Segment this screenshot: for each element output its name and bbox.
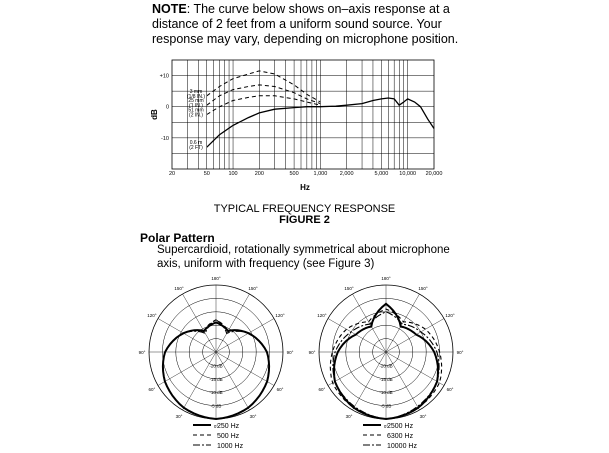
series-label: 3 mm (189, 88, 203, 95)
legend-label: 1000 Hz (217, 443, 244, 450)
angle-label: 30° (249, 414, 257, 420)
legend-label: 10000 Hz (387, 443, 417, 450)
y-tick-label: -10 (161, 135, 169, 142)
x-tick-label: 1,000 (313, 171, 328, 177)
angle-label: 60° (318, 387, 326, 392)
figure-number: FIGURE 2 (279, 214, 330, 226)
angle-label: 180° (211, 276, 221, 281)
x-tick-label: 50 (203, 171, 210, 177)
angle-label: 150° (174, 285, 184, 291)
polar-pattern-heading: Polar Pattern (140, 231, 215, 245)
ring-label: -15 dB (209, 376, 223, 382)
angle-label: 30° (345, 414, 353, 420)
series-label: 0.6 m (189, 140, 203, 147)
x-tick-label: 20 (168, 171, 176, 177)
polar-desc-line-1: Supercardioid, rotationally symmetrical about microphone (157, 244, 450, 256)
series-label-sub: (2 FT) (189, 145, 203, 152)
angle-label: 150° (344, 285, 354, 291)
angle-label: 120° (147, 313, 157, 318)
x-axis-label: Hz (300, 183, 310, 192)
legend-label: 500 Hz (217, 433, 240, 440)
x-tick-label: 500 (289, 171, 299, 177)
x-tick-label: 2,000 (339, 171, 354, 177)
angle-label: 120° (275, 313, 285, 318)
note-label: NOTE (152, 2, 187, 16)
y-tick-label: 0 (165, 104, 169, 111)
angle-label: 60° (276, 387, 284, 392)
note-line-3: response may vary, depending on microphone position. (152, 32, 459, 46)
legend-label: 250 Hz (217, 423, 240, 430)
ring-label: -5 dB (380, 403, 392, 409)
ring-label: -10 dB (209, 390, 223, 396)
x-tick-label: 100 (228, 171, 238, 177)
ring-label: -20 dB (209, 363, 223, 369)
series-label-sub: (1 IN.) (189, 103, 203, 110)
legend-label: 2500 Hz (387, 423, 414, 430)
y-tick-label: +10 (159, 73, 169, 80)
angle-label: 90° (138, 350, 146, 355)
angle-label: 0° (213, 424, 219, 429)
polar-spoke (353, 294, 387, 352)
angle-label: 150° (248, 285, 258, 291)
polar-desc-line-2: axis, uniform with frequency (see Figure 3) (157, 258, 375, 270)
angle-label: 0° (383, 424, 389, 429)
angle-label: 90° (286, 350, 294, 355)
x-tick-label: 200 (254, 171, 264, 177)
series-label: 51 mm (188, 107, 204, 114)
series-label: 25 mm (188, 98, 204, 105)
figure-caption: TYPICAL FREQUENCY RESPONSE (213, 203, 396, 215)
ring-label: -5 dB (210, 403, 222, 409)
series-label-sub: (1/8 IN.) (186, 93, 206, 100)
series-label-sub: (2 IN.) (189, 112, 203, 119)
angle-label: 150° (418, 285, 428, 291)
angle-label: 60° (446, 387, 454, 392)
ring-label: -15 dB (379, 376, 393, 382)
ring-label: -10 dB (379, 390, 393, 396)
angle-label: 30° (419, 414, 427, 420)
polar-spoke (386, 319, 444, 353)
angle-label: 180° (381, 276, 391, 281)
note-line-1: : The curve below shows on–axis response at a (186, 2, 450, 16)
legend-label: 6300 Hz (387, 433, 414, 440)
angle-label: 60° (148, 387, 156, 392)
angle-label: 120° (445, 313, 455, 318)
ring-label: -20 dB (379, 363, 393, 369)
x-tick-label: 10,000 (399, 171, 417, 177)
angle-label: 90° (456, 350, 464, 355)
polar-spoke (386, 294, 420, 352)
x-tick-label: 5,000 (374, 171, 389, 177)
angle-label: 30° (175, 414, 183, 420)
x-tick-label: 20,000 (425, 171, 443, 177)
y-axis-label: dB (150, 109, 159, 120)
angle-label: 120° (317, 313, 327, 318)
angle-label: 90° (308, 350, 316, 355)
note-line-2: distance of 2 feet from a uniform sound source. Your (152, 17, 442, 31)
